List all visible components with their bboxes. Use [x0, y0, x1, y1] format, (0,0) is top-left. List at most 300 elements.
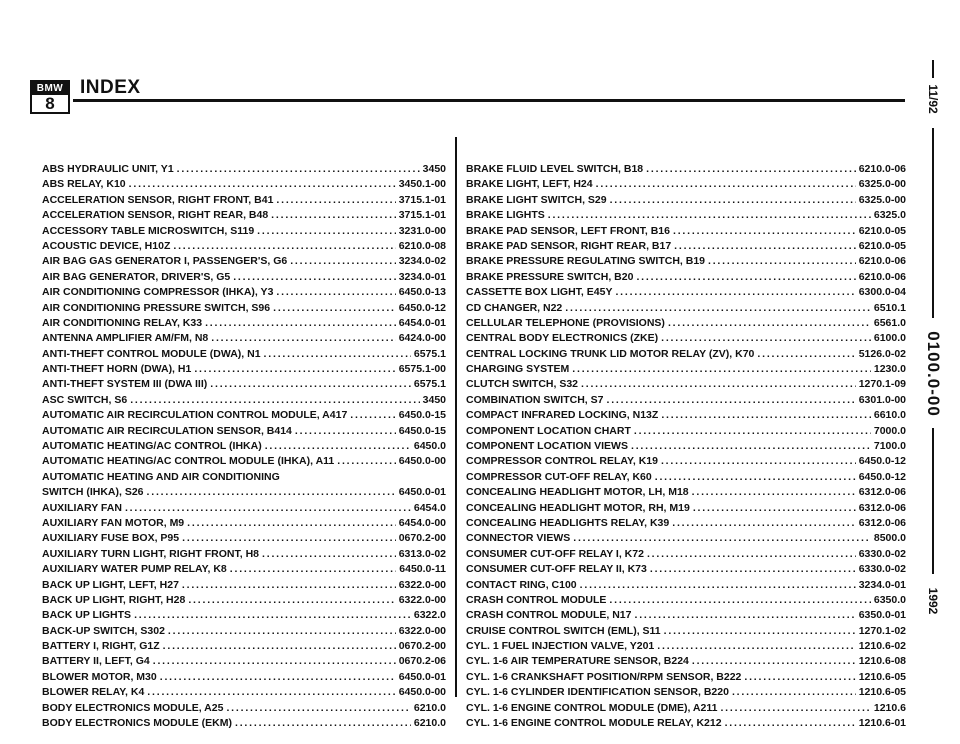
entry-page-number: 6450.0-15 [398, 424, 446, 437]
dot-leader [668, 316, 871, 331]
entry-page-number: 6454.0-00 [398, 516, 446, 529]
dot-leader [693, 501, 856, 516]
entry-page-number: 0670.2-00 [398, 640, 446, 653]
index-entry [42, 316, 446, 331]
entry-label: BRAKE FLUID LEVEL SWITCH, B18 [466, 162, 644, 175]
dot-leader [634, 424, 871, 439]
dot-leader [188, 593, 395, 608]
index-entry [42, 670, 446, 685]
index-entry [466, 362, 906, 377]
dot-leader [708, 254, 856, 269]
dot-leader [732, 685, 856, 700]
dot-leader [720, 701, 870, 716]
dot-leader [194, 362, 395, 377]
index-entry [466, 701, 906, 716]
entry-page-number: 6575.1 [413, 378, 446, 391]
index-entry [466, 531, 906, 546]
dot-leader [153, 655, 396, 670]
entry-page-number: 3450 [422, 393, 446, 406]
index-entry [42, 408, 446, 423]
entry-label: AIR CONDITIONING PRESSURE SWITCH, S96 [42, 301, 271, 314]
dot-leader [655, 470, 856, 485]
dot-leader [565, 301, 871, 316]
index-entry [42, 285, 446, 300]
dot-leader [290, 254, 396, 269]
entry-label: AUTOMATIC HEATING AND AIR CONDITIONING [42, 470, 280, 483]
entry-label: BRAKE PAD SENSOR, LEFT FRONT, B16 [466, 224, 670, 237]
entry-label: ACCESSORY TABLE MICROSWITCH, S119 [42, 224, 255, 237]
dot-leader [646, 162, 856, 177]
entry-page-number: 3715.1-01 [398, 193, 446, 206]
entry-page-number: 7000.0 [873, 424, 906, 437]
entry-label: CONTACT RING, C100 [466, 578, 577, 591]
dot-leader [264, 347, 411, 362]
dot-leader [262, 547, 396, 562]
dot-leader [257, 224, 396, 239]
index-entry [42, 362, 446, 377]
index-entry [42, 177, 446, 192]
entry-page-number: 6322.0-00 [398, 624, 446, 637]
index-entry [466, 393, 906, 408]
margin-rule [932, 428, 934, 574]
entry-label: CYL. 1-6 AIR TEMPERATURE SENSOR, B224 [466, 655, 689, 668]
dot-leader [265, 439, 411, 454]
index-entry [466, 562, 906, 577]
entry-page-number: 3234.0-01 [398, 270, 446, 283]
entry-page-number: 3715.1-01 [398, 209, 446, 222]
entry-page-number: 0670.2-00 [398, 532, 446, 545]
dot-leader [548, 208, 871, 223]
entry-page-number: 1210.6 [873, 701, 906, 714]
entry-label: COMBINATION SWITCH, S7 [466, 393, 604, 406]
dot-leader [692, 655, 856, 670]
index-entry [466, 578, 906, 593]
dot-leader [163, 639, 396, 654]
index-entry [466, 501, 906, 516]
index-entry [42, 224, 446, 239]
entry-label: AUTOMATIC AIR RECIRCULATION SENSOR, B414 [42, 424, 292, 437]
entry-label: ANTI-THEFT SYSTEM III (DWA III) [42, 378, 208, 391]
header-rule [73, 99, 905, 102]
logo-series: 8 [45, 94, 55, 113]
entry-label: CYL. 1-6 CRANKSHAFT POSITION/RPM SENSOR, B222 [466, 670, 742, 683]
index-entry [466, 716, 906, 731]
entry-label: AUXILIARY FUSE BOX, P95 [42, 532, 180, 545]
index-entry [42, 624, 446, 639]
entry-label: CLUTCH SWITCH, S32 [466, 378, 579, 391]
entry-page-number: 6575.1-00 [398, 363, 446, 376]
dot-leader [657, 639, 855, 654]
dot-leader [182, 578, 396, 593]
entry-page-number: 6330.0-02 [858, 547, 906, 560]
index-entry [466, 331, 906, 346]
index-entry [42, 239, 446, 254]
dot-leader [168, 624, 396, 639]
index-entry [466, 301, 906, 316]
index-entry [42, 685, 446, 700]
entry-label: SWITCH (IHKA), S26 [42, 486, 144, 499]
entry-page-number: 6210.0-05 [858, 224, 906, 237]
dot-leader [744, 670, 855, 685]
entry-page-number: 6450.0-00 [398, 455, 446, 468]
dot-leader [661, 454, 856, 469]
index-entry [42, 562, 446, 577]
index-entry [466, 347, 906, 362]
entry-label: COMPONENT LOCATION CHART [466, 424, 631, 437]
entry-label: ASC SWITCH, S6 [42, 393, 128, 406]
entry-page-number: 6450.0-12 [858, 455, 906, 468]
entry-label: AIR CONDITIONING RELAY, K33 [42, 316, 203, 329]
dot-leader [129, 177, 396, 192]
index-entry [42, 516, 446, 531]
entry-page-number: 6454.0-01 [398, 316, 446, 329]
dot-leader [276, 193, 395, 208]
dot-leader [673, 224, 856, 239]
dot-leader [350, 408, 395, 423]
entry-page-number: 6322.0-00 [398, 578, 446, 591]
entry-label: BACK UP LIGHT, RIGHT, H28 [42, 593, 186, 606]
index-entry [466, 608, 906, 623]
dot-leader [295, 424, 396, 439]
entry-page-number: 6322.0-00 [398, 593, 446, 606]
entry-page-number: 6210.0 [413, 701, 446, 714]
dot-leader [125, 501, 411, 516]
index-entry [466, 377, 906, 392]
dot-leader [210, 377, 411, 392]
entry-page-number: 6312.0-06 [858, 486, 906, 499]
entry-label: CYL. 1-6 ENGINE CONTROL MODULE (DME), A211 [466, 701, 718, 714]
index-entry [42, 270, 446, 285]
dot-leader [661, 408, 871, 423]
entry-label: CENTRAL BODY ELECTRONICS (ZKE) [466, 332, 659, 345]
index-entry [42, 393, 446, 408]
dot-leader [230, 562, 397, 577]
index-entry [42, 377, 446, 392]
entry-label: AIR CONDITIONING COMPRESSOR (IHKA), Y3 [42, 286, 274, 299]
entry-label: AUTOMATIC HEATING/AC CONTROL MODULE (IHKA), A11 [42, 455, 335, 468]
dot-leader [147, 685, 395, 700]
index-entry [466, 516, 906, 531]
dot-leader [581, 377, 856, 392]
entry-page-number: 0670.2-06 [398, 655, 446, 668]
dot-leader [664, 624, 856, 639]
entry-label: CYL. 1-6 ENGINE CONTROL MODULE RELAY, K212 [466, 717, 722, 730]
index-entry [466, 593, 906, 608]
index-entry [466, 316, 906, 331]
entry-page-number: 6610.0 [873, 409, 906, 422]
column-divider [455, 137, 457, 697]
dot-leader [182, 531, 396, 546]
entry-page-number: 1270.1-09 [858, 378, 906, 391]
index-entry [466, 547, 906, 562]
entry-label: AUTOMATIC HEATING/AC CONTROL (IHKA) [42, 440, 262, 453]
entry-label: BODY ELECTRONICS MODULE (EKM) [42, 717, 232, 730]
entry-page-number: 6450.0-00 [398, 686, 446, 699]
logo-brand: BMW [32, 82, 68, 95]
index-entry [466, 208, 906, 223]
entry-page-number: 6100.0 [873, 332, 906, 345]
index-entry [42, 501, 446, 516]
entry-page-number: 6450.0-12 [858, 470, 906, 483]
entry-label: CRASH CONTROL MODULE [466, 593, 607, 606]
entry-page-number: 8500.0 [873, 532, 906, 545]
entry-label: AIR BAG GAS GENERATOR I, PASSENGER'S, G6 [42, 255, 288, 268]
dot-leader [173, 239, 395, 254]
dot-leader [130, 393, 419, 408]
dot-leader [187, 516, 396, 531]
margin-year: 1992 [926, 587, 940, 615]
index-entry [42, 331, 446, 346]
entry-label: BATTERY II, LEFT, G4 [42, 655, 150, 668]
entry-page-number: 6450.0-13 [398, 286, 446, 299]
dot-leader [273, 301, 396, 316]
index-entry [466, 639, 906, 654]
index-entry [466, 439, 906, 454]
entry-label: BATTERY I, RIGHT, G1Z [42, 640, 160, 653]
entry-label: CASSETTE BOX LIGHT, E45Y [466, 286, 613, 299]
entry-label: AUXILIARY FAN [42, 501, 122, 514]
entry-label: BRAKE LIGHT SWITCH, S29 [466, 193, 607, 206]
entry-page-number: 6450.0-11 [399, 563, 446, 576]
entry-label: ANTENNA AMPLIFIER AM/FM, N8 [42, 332, 209, 345]
index-entry [466, 670, 906, 685]
index-entry [42, 193, 446, 208]
entry-label: AUXILIARY TURN LIGHT, RIGHT FRONT, H8 [42, 547, 260, 560]
index-entry [466, 162, 906, 177]
entry-label: BODY ELECTRONICS MODULE, A25 [42, 701, 224, 714]
index-entry [466, 193, 906, 208]
entry-label: BLOWER MOTOR, M30 [42, 670, 157, 683]
entry-page-number: 6510.1 [873, 301, 906, 314]
entry-label: CONSUMER CUT-OFF RELAY II, K73 [466, 563, 647, 576]
entry-page-number: 6210.0-08 [398, 239, 446, 252]
entry-page-number: 1270.1-02 [858, 624, 906, 637]
index-entry [466, 454, 906, 469]
index-entry [42, 162, 446, 177]
entry-page-number: 6312.0-06 [858, 501, 906, 514]
entry-page-number: 6210.0 [413, 717, 446, 730]
entry-page-number: 3234.0-01 [858, 578, 906, 591]
index-entry [466, 408, 906, 423]
dot-leader [134, 608, 411, 623]
index-column-right [466, 162, 906, 731]
index-entry [42, 424, 446, 439]
entry-page-number: 6450.0-01 [398, 486, 446, 499]
dot-leader [692, 485, 856, 500]
entry-label: AUTOMATIC AIR RECIRCULATION CONTROL MODULE, A417 [42, 409, 348, 422]
entry-page-number: 6454.0 [413, 501, 446, 514]
index-entry [42, 655, 446, 670]
entry-page-number: 6210.0-06 [858, 162, 906, 175]
index-entry [42, 485, 446, 500]
index-entry [466, 470, 906, 485]
entry-page-number: 1210.6-08 [858, 655, 906, 668]
entry-label: CELLULAR TELEPHONE (PROVISIONS) [466, 316, 665, 329]
entry-label: CONNECTOR VIEWS [466, 532, 571, 545]
entry-label: BACK UP LIGHTS [42, 609, 132, 622]
entry-page-number: 6325.0-00 [858, 178, 906, 191]
entry-label: CENTRAL LOCKING TRUNK LID MOTOR RELAY (ZV), K70 [466, 347, 755, 360]
dot-leader [580, 578, 856, 593]
dot-leader [606, 393, 855, 408]
entry-label: ACCELERATION SENSOR, RIGHT FRONT, B41 [42, 193, 274, 206]
page-title: INDEX [80, 77, 141, 98]
entry-page-number: 6575.1 [413, 347, 446, 360]
margin-date: 11/92 [926, 84, 940, 114]
entry-page-number: 6330.0-02 [858, 563, 906, 576]
entry-label: CONSUMER CUT-OFF RELAY I, K72 [466, 547, 644, 560]
index-entry [42, 716, 446, 731]
bmw-8-logo [30, 80, 70, 114]
index-entry [466, 224, 906, 239]
index-entry [466, 485, 906, 500]
entry-label: AUXILIARY FAN MOTOR, M9 [42, 516, 185, 529]
entry-label: COMPONENT LOCATION VIEWS [466, 440, 628, 453]
dot-leader [631, 439, 871, 454]
index-entry [466, 270, 906, 285]
dot-leader [634, 608, 855, 623]
index-column-left [42, 162, 446, 731]
dot-leader [573, 531, 871, 546]
entry-page-number: 1210.6-05 [858, 670, 906, 683]
dot-leader [757, 347, 855, 362]
entry-label: BRAKE PRESSURE REGULATING SWITCH, B19 [466, 255, 705, 268]
dot-leader [647, 547, 856, 562]
margin-rule [932, 60, 934, 78]
entry-label: AIR BAG GENERATOR, DRIVER'S, G5 [42, 270, 231, 283]
entry-label: AUXILIARY WATER PUMP RELAY, K8 [42, 563, 227, 576]
dot-leader [147, 485, 396, 500]
entry-page-number: 6350.0 [873, 593, 906, 606]
index-entry [466, 177, 906, 192]
entry-page-number: 1210.6-05 [858, 686, 906, 699]
entry-page-number: 6450.0-01 [398, 670, 446, 683]
index-entry [42, 347, 446, 362]
entry-label: BRAKE PRESSURE SWITCH, B20 [466, 270, 634, 283]
entry-page-number: 6322.0 [413, 609, 446, 622]
entry-page-number: 6210.0-06 [858, 255, 906, 268]
dot-leader [609, 593, 870, 608]
entry-page-number: 6210.0-06 [858, 270, 906, 283]
index-entry [42, 254, 446, 269]
entry-page-number: 5126.0-02 [858, 347, 906, 360]
dot-leader [211, 331, 395, 346]
index-entry [42, 470, 446, 485]
entry-label: ANTI-THEFT HORN (DWA), H1 [42, 363, 192, 376]
entry-label: CONCEALING HEADLIGHT MOTOR, RH, M19 [466, 501, 690, 514]
dot-leader [177, 162, 420, 177]
dot-leader [610, 193, 856, 208]
entry-page-number: 6325.0-00 [858, 193, 906, 206]
entry-label: ACOUSTIC DEVICE, H10Z [42, 239, 171, 252]
dot-leader [226, 701, 410, 716]
entry-label: COMPACT INFRARED LOCKING, N13Z [466, 409, 659, 422]
dot-leader [615, 285, 855, 300]
entry-label: ABS RELAY, K10 [42, 178, 126, 191]
margin-rule [932, 128, 934, 318]
entry-label: ABS HYDRAULIC UNIT, Y1 [42, 162, 174, 175]
entry-label: CRASH CONTROL MODULE, N17 [466, 609, 632, 622]
dot-leader [160, 670, 396, 685]
entry-page-number: 6300.0-04 [858, 286, 906, 299]
margin-page-code: 0100.0-00 [924, 331, 943, 417]
index-entry [42, 593, 446, 608]
index-entry [466, 624, 906, 639]
entry-page-number: 1230.0 [873, 363, 906, 376]
dot-leader [337, 454, 395, 469]
entry-page-number: 3234.0-02 [398, 255, 446, 268]
index-entry [42, 439, 446, 454]
entry-label: COMPRESSOR CONTROL RELAY, K19 [466, 455, 658, 468]
entry-page-number: 1210.6-01 [858, 717, 906, 730]
dot-leader [271, 208, 396, 223]
dot-leader [205, 316, 396, 331]
dot-leader [674, 239, 856, 254]
entry-label: ACCELERATION SENSOR, RIGHT REAR, B48 [42, 209, 269, 222]
entry-page-number: 3450 [422, 162, 446, 175]
index-entry [42, 608, 446, 623]
entry-page-number: 6450.0-15 [398, 409, 446, 422]
index-entry [42, 639, 446, 654]
index-entry [466, 655, 906, 670]
entry-label: CONCEALING HEADLIGHT MOTOR, LH, M18 [466, 486, 689, 499]
dot-leader [725, 716, 856, 731]
index-entry [42, 531, 446, 546]
dot-leader [672, 516, 855, 531]
index-entry [466, 285, 906, 300]
index-entry [466, 239, 906, 254]
index-entry [466, 254, 906, 269]
dot-leader [233, 270, 395, 285]
entry-label: CONCEALING HEADLIGHTS RELAY, K39 [466, 516, 670, 529]
entry-page-number: 3231.0-00 [398, 224, 446, 237]
entry-label: CYL. 1-6 CYLINDER IDENTIFICATION SENSOR, B220 [466, 686, 729, 699]
dot-leader [636, 270, 855, 285]
entry-page-number: 6450.0-12 [398, 301, 446, 314]
dot-leader [276, 285, 395, 300]
entry-page-number: 6350.0-01 [858, 609, 906, 622]
dot-leader [235, 716, 411, 731]
entry-label: BACK UP LIGHT, LEFT, H27 [42, 578, 179, 591]
entry-page-number: 6450.0 [413, 440, 446, 453]
entry-page-number: 3450.1-00 [398, 178, 446, 191]
entry-label: BACK-UP SWITCH, S302 [42, 624, 165, 637]
entry-page-number: 6561.0 [873, 316, 906, 329]
entry-page-number: 6424.0-00 [398, 332, 446, 345]
index-entry [466, 685, 906, 700]
entry-page-number: 1210.6-02 [858, 640, 906, 653]
dot-leader [661, 331, 871, 346]
entry-page-number: 6210.0-05 [858, 239, 906, 252]
index-entry [42, 208, 446, 223]
entry-label: BLOWER RELAY, K4 [42, 686, 145, 699]
entry-label: CYL. 1 FUEL INJECTION VALVE, Y201 [466, 640, 655, 653]
entry-label: BRAKE LIGHT, LEFT, H24 [466, 178, 593, 191]
entry-label: COMPRESSOR CUT-OFF RELAY, K60 [466, 470, 652, 483]
entry-label: BRAKE LIGHTS [466, 209, 545, 222]
entry-label: ANTI-THEFT CONTROL MODULE (DWA), N1 [42, 347, 261, 360]
entry-label: CD CHANGER, N22 [466, 301, 563, 314]
entry-label: CRUISE CONTROL SWITCH (EML), S11 [466, 624, 661, 637]
dot-leader [650, 562, 856, 577]
dot-leader [572, 362, 871, 377]
entry-label: CHARGING SYSTEM [466, 363, 570, 376]
index-entry [42, 301, 446, 316]
entry-page-number: 6312.0-06 [858, 516, 906, 529]
index-entry [466, 424, 906, 439]
index-entry [42, 578, 446, 593]
dot-leader [596, 177, 856, 192]
